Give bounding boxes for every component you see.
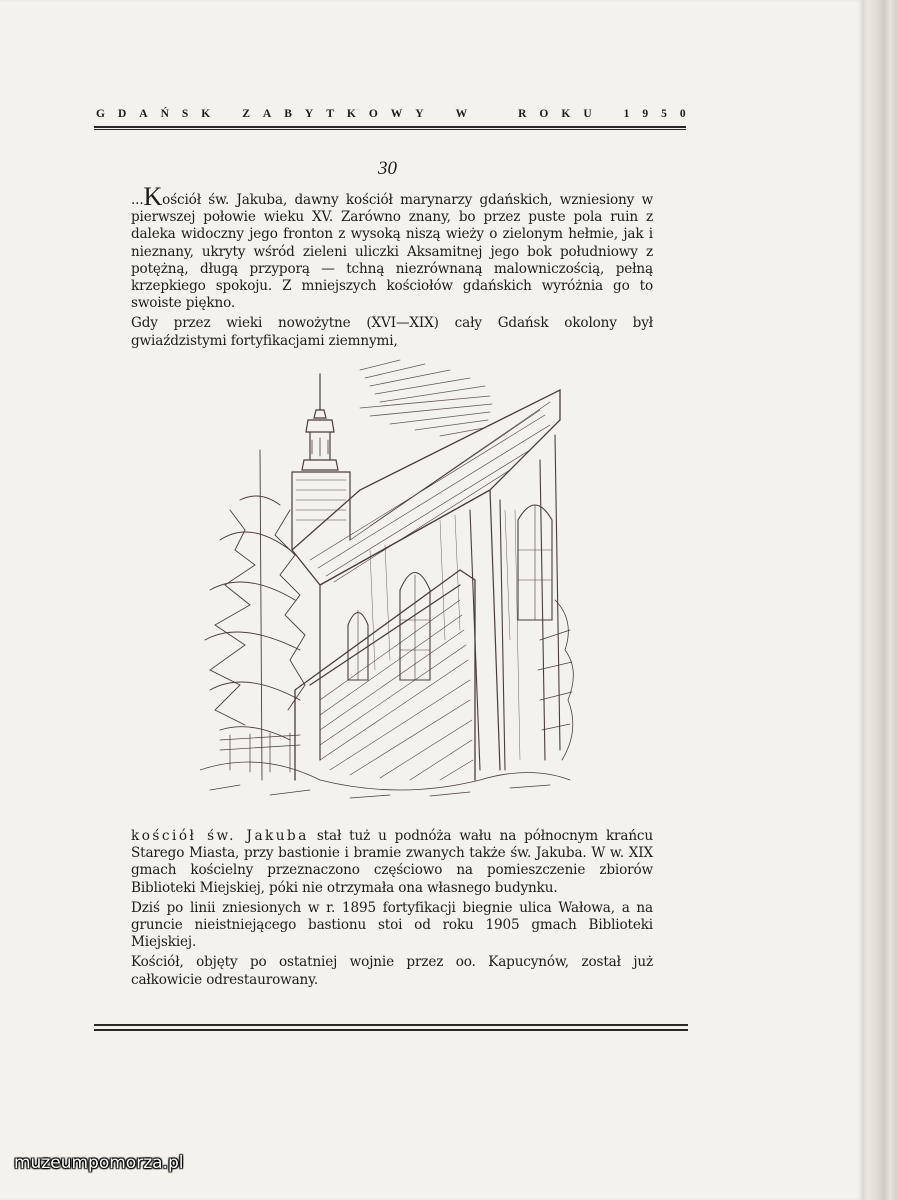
running-head-letter: 1 <box>623 108 630 120</box>
running-head-letter: A <box>139 108 148 120</box>
running-head-letter: Ń <box>160 108 169 120</box>
running-head-letter: T <box>326 108 334 120</box>
running-head <box>96 108 686 120</box>
running-head-letter: U <box>583 108 592 120</box>
running-head-letter <box>480 108 486 120</box>
running-head-letter: W <box>455 108 468 120</box>
running-head-letter: S <box>181 108 189 120</box>
paragraph-text: ościół św. Jakuba, dawny kościół marynarzy gdańskich, wzniesiony w pierwszej połowie wieku XV. Zarówno znany, bo przez puste pola ruin z daleka widoczny jego fronton z wysoką niszą wieży o zielonym hełmie, jak i nieznany, ukryty wśród zieleni uliczki Aksamitnej jego bok południowy z potężną, długą przyporą — tchną niezrównaną malowniczością, pełną krzepkiego spokoju. Z mniejszych kościołów gdańskich wyróżnia go to swoiste piękno. <box>131 192 653 312</box>
paragraph-church-location <box>131 828 653 897</box>
header-rule-thin <box>94 129 686 130</box>
paragraph-restoration: Kościół, objęty po ostatniej wojnie przez oo. Kapucynów, został już całkowicie odrestaurowany. <box>131 954 653 988</box>
bottom-text-block <box>131 828 653 992</box>
running-head-letter: 5 <box>661 108 667 120</box>
running-head-letter <box>223 108 229 120</box>
running-head-letter: K <box>201 108 211 120</box>
running-head-letter: Y <box>304 108 314 120</box>
spaced-church-name: kościół św. Jakuba <box>131 828 309 844</box>
running-head-letter <box>499 108 505 120</box>
running-head-letter: D <box>117 108 127 120</box>
footer-rule-second <box>94 1029 688 1031</box>
running-head-letter: O <box>368 108 378 120</box>
running-head-letter: 9 <box>642 108 649 120</box>
running-head-letter: O <box>539 108 549 120</box>
ellipsis-lead: ... <box>131 192 144 208</box>
running-head-letter: K <box>561 108 571 120</box>
drop-cap: K <box>143 182 163 211</box>
page-edge-stack <box>862 0 897 1200</box>
running-head-letter: W <box>390 108 403 120</box>
running-head-letter: Z <box>242 108 250 120</box>
running-head-letter <box>437 108 443 120</box>
running-head-letter: Y <box>415 108 424 120</box>
running-head-letter: B <box>284 108 292 120</box>
church-sketch-illustration <box>200 340 580 810</box>
running-head-letter <box>605 108 611 120</box>
watermark-text: muzeumpomorza.pl <box>14 1153 184 1173</box>
paragraph-church-description <box>131 182 653 312</box>
paragraph-fortifications: Gdy przez wieki nowożytne (XVI—XIX) cały Gdańsk okolony był gwiaździstymi fortyfikacjami ziemnymi, <box>131 315 653 349</box>
running-head-letter: G <box>96 108 105 120</box>
paragraph-library: Dziś po linii zniesionych w r. 1895 fortyfikacji biegnie ulica Wałowa, a na gruncie nieistniejącego bastionu stoi od roku 1905 gmach Biblioteki Miejskiej. <box>131 899 653 951</box>
running-head-letter: 0 <box>679 108 686 120</box>
paragraph-text: stał tuż u podnóża wału na północnym krańcu Starego Miasta, przy bastionie i bramie zwanych także św. Jakuba. W w. XIX gmach kościelny przeznaczono częściowo na pomieszczenie zbiorów Biblioteki Miejskiej, póki nie otrzymała ona własnego budynku. <box>131 828 654 896</box>
page-number: 30 <box>378 158 397 179</box>
running-head-letter: A <box>262 108 272 120</box>
running-head-letter: R <box>518 108 527 120</box>
footer-rule <box>94 1024 688 1026</box>
header-rule <box>94 126 686 128</box>
running-head-letter: K <box>346 108 356 120</box>
top-text-block <box>131 182 653 353</box>
